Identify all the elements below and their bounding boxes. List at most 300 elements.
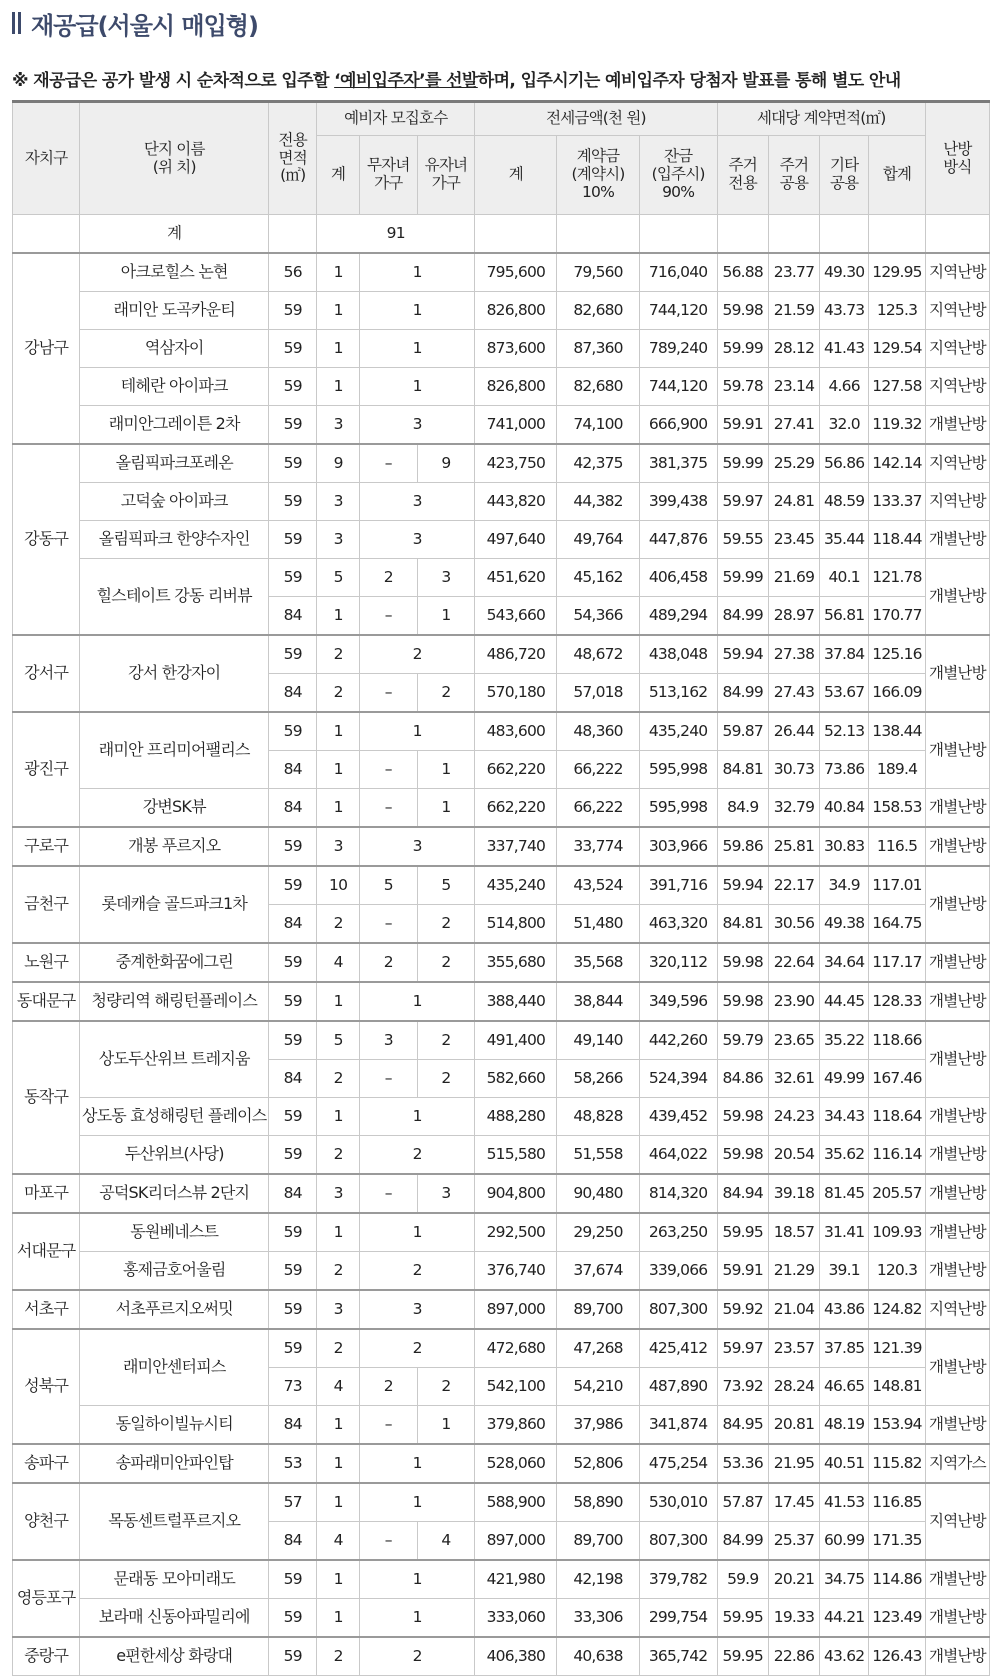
balance-cell: 807,300 bbox=[639, 1522, 717, 1561]
heating-cell: 개별난방 bbox=[925, 712, 989, 789]
other-common-cell: 39.1 bbox=[820, 1252, 869, 1291]
complex-name-cell: 상도동 효성해링턴 플레이스 bbox=[80, 1098, 269, 1136]
recruit-total-cell: 4 bbox=[317, 943, 360, 982]
other-common-cell: 48.19 bbox=[820, 1406, 869, 1445]
contract-cell: 89,700 bbox=[557, 1290, 639, 1329]
area-sum-cell: 109.93 bbox=[869, 1213, 926, 1252]
area-sum-cell: 121.39 bbox=[869, 1329, 926, 1368]
other-common-cell: 48.59 bbox=[820, 483, 869, 521]
res-common-cell: 23.77 bbox=[768, 253, 819, 292]
title-text: 재공급(서울시 매입형) bbox=[31, 11, 258, 40]
area-sum-cell: 121.78 bbox=[869, 559, 926, 597]
contract-cell: 57,018 bbox=[557, 674, 639, 713]
complex-name-cell: 래미안 프리미어팰리스 bbox=[80, 712, 269, 789]
res-exclusive-cell: 59.98 bbox=[717, 292, 768, 330]
recruit-with-child-cell: 1 bbox=[417, 751, 475, 789]
deposit-total-cell: 662,220 bbox=[475, 751, 557, 789]
recruit-merged-cell: 1 bbox=[359, 1213, 474, 1252]
res-exclusive-cell: 59.86 bbox=[717, 827, 768, 866]
other-common-cell: 56.81 bbox=[820, 597, 869, 636]
recruit-no-child-cell: 3 bbox=[359, 1021, 417, 1060]
deposit-total-cell: 423,750 bbox=[475, 444, 557, 483]
recruit-no-child-cell: – bbox=[359, 1406, 417, 1445]
deposit-total-cell: 486,720 bbox=[475, 635, 557, 674]
heating-cell: 지역가스 bbox=[925, 1444, 989, 1483]
res-exclusive-cell: 59.98 bbox=[717, 943, 768, 982]
table-row bbox=[13, 866, 990, 905]
contract-cell: 49,764 bbox=[557, 521, 639, 559]
area-sum-cell: 142.14 bbox=[869, 444, 926, 483]
res-common-cell: 25.81 bbox=[768, 827, 819, 866]
res-exclusive-cell: 59.99 bbox=[717, 330, 768, 368]
area-cell: 59 bbox=[269, 1252, 317, 1291]
recruit-no-child-cell: – bbox=[359, 597, 417, 636]
recruit-with-child-cell: 1 bbox=[417, 597, 475, 636]
res-common-cell: 20.81 bbox=[768, 1406, 819, 1445]
other-common-cell: 30.83 bbox=[820, 827, 869, 866]
complex-name-cell: 두산위브(사당) bbox=[80, 1136, 269, 1175]
complex-name-cell: 래미안센터피스 bbox=[80, 1329, 269, 1406]
balance-cell: 438,048 bbox=[639, 635, 717, 674]
area-sum-cell: 164.75 bbox=[869, 905, 926, 944]
header-recruit: 예비자 모집호수 bbox=[317, 102, 475, 136]
contract-cell: 79,560 bbox=[557, 253, 639, 292]
contract-cell: 48,828 bbox=[557, 1098, 639, 1136]
balance-cell: 447,876 bbox=[639, 521, 717, 559]
total-row-blank bbox=[475, 215, 557, 254]
recruit-total-cell: 1 bbox=[317, 597, 360, 636]
contract-cell: 37,986 bbox=[557, 1406, 639, 1445]
total-row-blank bbox=[269, 215, 317, 254]
heating-cell: 개별난방 bbox=[925, 1560, 989, 1599]
header-with-child: 유자녀 가구 bbox=[417, 136, 475, 215]
complex-name-cell: 청량리역 해링턴플레이스 bbox=[80, 982, 269, 1021]
deposit-total-cell: 570,180 bbox=[475, 674, 557, 713]
res-common-cell: 28.12 bbox=[768, 330, 819, 368]
recruit-no-child-cell: – bbox=[359, 905, 417, 944]
recruit-total-cell: 1 bbox=[317, 330, 360, 368]
recruit-with-child-cell: 2 bbox=[417, 1060, 475, 1098]
header-sum: 합계 bbox=[869, 136, 926, 215]
other-common-cell: 49.30 bbox=[820, 253, 869, 292]
deposit-total-cell: 582,660 bbox=[475, 1060, 557, 1098]
balance-cell: 263,250 bbox=[639, 1213, 717, 1252]
balance-cell: 365,742 bbox=[639, 1637, 717, 1676]
complex-name-cell: 래미안 도곡카운티 bbox=[80, 292, 269, 330]
table-row bbox=[13, 444, 990, 483]
table-row bbox=[13, 1444, 990, 1483]
heating-cell: 개별난방 bbox=[925, 1021, 989, 1098]
complex-name-cell: 상도두산위브 트레지움 bbox=[80, 1021, 269, 1098]
area-sum-cell: 158.53 bbox=[869, 789, 926, 828]
total-row-blank bbox=[869, 215, 926, 254]
balance-cell: 406,458 bbox=[639, 559, 717, 597]
deposit-total-cell: 897,000 bbox=[475, 1522, 557, 1561]
contract-cell: 51,480 bbox=[557, 905, 639, 944]
contract-cell: 35,568 bbox=[557, 943, 639, 982]
recruit-no-child-cell: – bbox=[359, 1174, 417, 1213]
contract-cell: 87,360 bbox=[557, 330, 639, 368]
res-common-cell: 21.69 bbox=[768, 559, 819, 597]
deposit-total-cell: 443,820 bbox=[475, 483, 557, 521]
complex-name-cell: 테헤란 아이파크 bbox=[80, 368, 269, 406]
recruit-with-child-cell: 9 bbox=[417, 444, 475, 483]
balance-cell: 487,890 bbox=[639, 1368, 717, 1406]
balance-cell: 464,022 bbox=[639, 1136, 717, 1175]
area-cell: 59 bbox=[269, 330, 317, 368]
contract-cell: 40,638 bbox=[557, 1637, 639, 1676]
area-sum-cell: 118.64 bbox=[869, 1098, 926, 1136]
recruit-merged-cell: 1 bbox=[359, 253, 474, 292]
deposit-total-cell: 488,280 bbox=[475, 1098, 557, 1136]
balance-cell: 595,998 bbox=[639, 751, 717, 789]
balance-cell: 789,240 bbox=[639, 330, 717, 368]
recruit-merged-cell: 1 bbox=[359, 712, 474, 751]
area-sum-cell: 126.43 bbox=[869, 1637, 926, 1676]
area-cell: 84 bbox=[269, 751, 317, 789]
recruit-total-cell: 3 bbox=[317, 1290, 360, 1329]
complex-name-cell: 개봉 푸르지오 bbox=[80, 827, 269, 866]
recruit-merged-cell: 1 bbox=[359, 1444, 474, 1483]
recruit-no-child-cell: 2 bbox=[359, 1368, 417, 1406]
area-cell: 59 bbox=[269, 943, 317, 982]
res-common-cell: 21.59 bbox=[768, 292, 819, 330]
deposit-total-cell: 514,800 bbox=[475, 905, 557, 944]
res-exclusive-cell: 59.99 bbox=[717, 559, 768, 597]
contract-cell: 82,680 bbox=[557, 292, 639, 330]
area-cell: 59 bbox=[269, 483, 317, 521]
res-exclusive-cell: 59.99 bbox=[717, 444, 768, 483]
recruit-total-cell: 4 bbox=[317, 1368, 360, 1406]
contract-cell: 29,250 bbox=[557, 1213, 639, 1252]
heating-cell: 지역난방 bbox=[925, 1483, 989, 1560]
area-cell: 84 bbox=[269, 1406, 317, 1445]
table-row bbox=[13, 1329, 990, 1368]
contract-cell: 47,268 bbox=[557, 1329, 639, 1368]
heating-cell: 개별난방 bbox=[925, 943, 989, 982]
area-sum-cell: 129.95 bbox=[869, 253, 926, 292]
balance-cell: 379,782 bbox=[639, 1560, 717, 1599]
deposit-total-cell: 333,060 bbox=[475, 1599, 557, 1638]
area-sum-cell: 127.58 bbox=[869, 368, 926, 406]
area-sum-cell: 123.49 bbox=[869, 1599, 926, 1638]
area-cell: 84 bbox=[269, 1174, 317, 1213]
other-common-cell: 40.51 bbox=[820, 1444, 869, 1483]
other-common-cell: 32.0 bbox=[820, 406, 869, 445]
recruit-total-cell: 1 bbox=[317, 1098, 360, 1136]
balance-cell: 391,716 bbox=[639, 866, 717, 905]
recruit-no-child-cell: – bbox=[359, 674, 417, 713]
other-common-cell: 56.86 bbox=[820, 444, 869, 483]
complex-name-cell: 롯데캐슬 골드파크1차 bbox=[80, 866, 269, 943]
res-common-cell: 23.14 bbox=[768, 368, 819, 406]
balance-cell: 439,452 bbox=[639, 1098, 717, 1136]
recruit-total-cell: 1 bbox=[317, 292, 360, 330]
header-contract-area: 세대당 계약면적(㎡) bbox=[717, 102, 925, 136]
area-sum-cell: 117.01 bbox=[869, 866, 926, 905]
table-row bbox=[13, 1252, 990, 1291]
balance-cell: 489,294 bbox=[639, 597, 717, 636]
recruit-merged-cell: 3 bbox=[359, 827, 474, 866]
header-deposit-total: 계 bbox=[475, 136, 557, 215]
header-deposit: 전세금액(천 원) bbox=[475, 102, 717, 136]
recruit-total-cell: 2 bbox=[317, 905, 360, 944]
balance-cell: 299,754 bbox=[639, 1599, 717, 1638]
header-district: 자치구 bbox=[13, 102, 80, 215]
other-common-cell: 43.73 bbox=[820, 292, 869, 330]
recruit-merged-cell: 1 bbox=[359, 330, 474, 368]
table-row bbox=[13, 827, 990, 866]
balance-cell: 814,320 bbox=[639, 1174, 717, 1213]
deposit-total-cell: 542,100 bbox=[475, 1368, 557, 1406]
area-cell: 59 bbox=[269, 1136, 317, 1175]
contract-cell: 52,806 bbox=[557, 1444, 639, 1483]
other-common-cell: 44.45 bbox=[820, 982, 869, 1021]
res-exclusive-cell: 59.97 bbox=[717, 1329, 768, 1368]
res-common-cell: 22.64 bbox=[768, 943, 819, 982]
table-row bbox=[13, 1021, 990, 1060]
res-exclusive-cell: 59.94 bbox=[717, 635, 768, 674]
res-common-cell: 30.73 bbox=[768, 751, 819, 789]
total-row-blank bbox=[925, 215, 989, 254]
complex-name-cell: 목동센트럴푸르지오 bbox=[80, 1483, 269, 1560]
recruit-total-cell: 1 bbox=[317, 712, 360, 751]
deposit-total-cell: 376,740 bbox=[475, 1252, 557, 1291]
contract-cell: 66,222 bbox=[557, 789, 639, 828]
area-cell: 84 bbox=[269, 905, 317, 944]
balance-cell: 666,900 bbox=[639, 406, 717, 445]
heating-cell: 지역난방 bbox=[925, 368, 989, 406]
contract-cell: 90,480 bbox=[557, 1174, 639, 1213]
other-common-cell: 34.43 bbox=[820, 1098, 869, 1136]
balance-cell: 744,120 bbox=[639, 368, 717, 406]
area-cell: 59 bbox=[269, 1021, 317, 1060]
recruit-total-cell: 2 bbox=[317, 1252, 360, 1291]
heating-cell: 개별난방 bbox=[925, 559, 989, 636]
contract-cell: 66,222 bbox=[557, 751, 639, 789]
complex-name-cell: 문래동 모아미래도 bbox=[80, 1560, 269, 1599]
area-cell: 59 bbox=[269, 1290, 317, 1329]
area-cell: 59 bbox=[269, 1560, 317, 1599]
area-cell: 59 bbox=[269, 827, 317, 866]
other-common-cell: 52.13 bbox=[820, 712, 869, 751]
complex-name-cell: 중계한화꿈에그린 bbox=[80, 943, 269, 982]
deposit-total-cell: 795,600 bbox=[475, 253, 557, 292]
table-row bbox=[13, 1098, 990, 1136]
complex-name-cell: 아크로힐스 논현 bbox=[80, 253, 269, 292]
recruit-merged-cell: 2 bbox=[359, 1637, 474, 1676]
heating-cell: 개별난방 bbox=[925, 1213, 989, 1252]
recruit-merged-cell: 1 bbox=[359, 1560, 474, 1599]
area-cell: 59 bbox=[269, 982, 317, 1021]
heating-cell: 개별난방 bbox=[925, 1136, 989, 1175]
total-row-count: 91 bbox=[317, 215, 475, 254]
area-cell: 53 bbox=[269, 1444, 317, 1483]
heating-cell: 개별난방 bbox=[925, 789, 989, 828]
heating-cell: 지역난방 bbox=[925, 483, 989, 521]
other-common-cell: 49.99 bbox=[820, 1060, 869, 1098]
area-sum-cell: 189.4 bbox=[869, 751, 926, 789]
area-sum-cell: 167.46 bbox=[869, 1060, 926, 1098]
res-common-cell: 28.97 bbox=[768, 597, 819, 636]
recruit-merged-cell: 3 bbox=[359, 521, 474, 559]
balance-cell: 475,254 bbox=[639, 1444, 717, 1483]
header-other-common: 기타 공용 bbox=[820, 136, 869, 215]
res-exclusive-cell: 73.92 bbox=[717, 1368, 768, 1406]
table-row bbox=[13, 943, 990, 982]
district-cell: 구로구 bbox=[13, 827, 80, 866]
recruit-total-cell: 10 bbox=[317, 866, 360, 905]
district-cell: 서대문구 bbox=[13, 1213, 80, 1290]
deposit-total-cell: 826,800 bbox=[475, 368, 557, 406]
contract-cell: 37,674 bbox=[557, 1252, 639, 1291]
deposit-total-cell: 515,580 bbox=[475, 1136, 557, 1175]
res-common-cell: 19.33 bbox=[768, 1599, 819, 1638]
district-cell: 영등포구 bbox=[13, 1560, 80, 1637]
other-common-cell: 43.62 bbox=[820, 1637, 869, 1676]
area-cell: 59 bbox=[269, 1599, 317, 1638]
notice-text bbox=[12, 66, 901, 91]
recruit-no-child-cell: – bbox=[359, 1060, 417, 1098]
heating-cell: 개별난방 bbox=[925, 635, 989, 712]
table-row bbox=[13, 1290, 990, 1329]
other-common-cell: 46.65 bbox=[820, 1368, 869, 1406]
table-row bbox=[13, 521, 990, 559]
area-sum-cell: 138.44 bbox=[869, 712, 926, 751]
heating-cell: 개별난방 bbox=[925, 1406, 989, 1445]
res-exclusive-cell: 59.98 bbox=[717, 1098, 768, 1136]
res-exclusive-cell: 59.91 bbox=[717, 406, 768, 445]
recruit-merged-cell: 3 bbox=[359, 406, 474, 445]
recruit-total-cell: 9 bbox=[317, 444, 360, 483]
res-common-cell: 32.61 bbox=[768, 1060, 819, 1098]
res-common-cell: 25.37 bbox=[768, 1522, 819, 1561]
recruit-merged-cell: 3 bbox=[359, 1290, 474, 1329]
area-sum-cell: 125.16 bbox=[869, 635, 926, 674]
recruit-total-cell: 5 bbox=[317, 559, 360, 597]
res-common-cell: 24.81 bbox=[768, 483, 819, 521]
res-exclusive-cell: 53.36 bbox=[717, 1444, 768, 1483]
recruit-total-cell: 2 bbox=[317, 635, 360, 674]
recruit-total-cell: 1 bbox=[317, 751, 360, 789]
total-row-blank bbox=[717, 215, 768, 254]
area-cell: 59 bbox=[269, 444, 317, 483]
recruit-no-child-cell: 5 bbox=[359, 866, 417, 905]
notice-suffix: 하며, 입주시기는 예비입주자 당첨자 발표를 통해 별도 안내 bbox=[477, 71, 901, 91]
res-common-cell: 25.29 bbox=[768, 444, 819, 483]
contract-cell: 49,140 bbox=[557, 1021, 639, 1060]
other-common-cell: 37.84 bbox=[820, 635, 869, 674]
recruit-total-cell: 3 bbox=[317, 521, 360, 559]
other-common-cell: 44.21 bbox=[820, 1599, 869, 1638]
recruit-no-child-cell: – bbox=[359, 789, 417, 828]
header-heating: 난방 방식 bbox=[925, 102, 989, 215]
res-common-cell: 22.86 bbox=[768, 1637, 819, 1676]
district-cell: 광진구 bbox=[13, 712, 80, 827]
recruit-with-child-cell: 3 bbox=[417, 1174, 475, 1213]
deposit-total-cell: 826,800 bbox=[475, 292, 557, 330]
table-row bbox=[13, 292, 990, 330]
contract-cell: 48,360 bbox=[557, 712, 639, 751]
district-cell: 강동구 bbox=[13, 444, 80, 635]
other-common-cell: 60.99 bbox=[820, 1522, 869, 1561]
deposit-total-cell: 435,240 bbox=[475, 866, 557, 905]
other-common-cell: 34.64 bbox=[820, 943, 869, 982]
contract-cell: 33,774 bbox=[557, 827, 639, 866]
area-cell: 59 bbox=[269, 866, 317, 905]
deposit-total-cell: 337,740 bbox=[475, 827, 557, 866]
res-common-cell: 21.04 bbox=[768, 1290, 819, 1329]
heating-cell: 지역난방 bbox=[925, 330, 989, 368]
complex-name-cell: 보라매 신동아파밀리에 bbox=[80, 1599, 269, 1638]
recruit-with-child-cell: 2 bbox=[417, 1368, 475, 1406]
header-contract: 계약금 (계약시) 10% bbox=[557, 136, 639, 215]
other-common-cell: 35.44 bbox=[820, 521, 869, 559]
other-common-cell: 31.41 bbox=[820, 1213, 869, 1252]
res-exclusive-cell: 84.99 bbox=[717, 597, 768, 636]
recruit-total-cell: 2 bbox=[317, 1329, 360, 1368]
header-res-exclusive: 주거 전용 bbox=[717, 136, 768, 215]
res-common-cell: 23.65 bbox=[768, 1021, 819, 1060]
total-row-label: 계 bbox=[80, 215, 269, 254]
recruit-merged-cell: 1 bbox=[359, 982, 474, 1021]
deposit-total-cell: 421,980 bbox=[475, 1560, 557, 1599]
recruit-total-cell: 4 bbox=[317, 1522, 360, 1561]
deposit-total-cell: 451,620 bbox=[475, 559, 557, 597]
area-cell: 59 bbox=[269, 1329, 317, 1368]
recruit-total-cell: 3 bbox=[317, 1174, 360, 1213]
area-cell: 59 bbox=[269, 712, 317, 751]
recruit-total-cell: 1 bbox=[317, 1444, 360, 1483]
area-sum-cell: 125.3 bbox=[869, 292, 926, 330]
area-cell: 84 bbox=[269, 674, 317, 713]
table-row bbox=[13, 483, 990, 521]
deposit-total-cell: 497,640 bbox=[475, 521, 557, 559]
balance-cell: 435,240 bbox=[639, 712, 717, 751]
deposit-total-cell: 588,900 bbox=[475, 1483, 557, 1522]
res-exclusive-cell: 84.94 bbox=[717, 1174, 768, 1213]
balance-cell: 513,162 bbox=[639, 674, 717, 713]
res-exclusive-cell: 59.79 bbox=[717, 1021, 768, 1060]
recruit-total-cell: 1 bbox=[317, 1406, 360, 1445]
heating-cell: 개별난방 bbox=[925, 1252, 989, 1291]
other-common-cell: 35.62 bbox=[820, 1136, 869, 1175]
heating-cell: 개별난방 bbox=[925, 1637, 989, 1676]
heating-cell: 개별난방 bbox=[925, 521, 989, 559]
complex-name-cell: 강서 한강자이 bbox=[80, 635, 269, 712]
table-row bbox=[13, 368, 990, 406]
deposit-total-cell: 528,060 bbox=[475, 1444, 557, 1483]
district-cell: 강남구 bbox=[13, 253, 80, 444]
heating-cell: 지역난방 bbox=[925, 292, 989, 330]
res-exclusive-cell: 84.86 bbox=[717, 1060, 768, 1098]
area-sum-cell: 118.44 bbox=[869, 521, 926, 559]
complex-name-cell: e편한세상 화랑대 bbox=[80, 1637, 269, 1676]
heating-cell: 개별난방 bbox=[925, 406, 989, 445]
header-recruit-total: 계 bbox=[317, 136, 360, 215]
balance-cell: 530,010 bbox=[639, 1483, 717, 1522]
contract-cell: 48,672 bbox=[557, 635, 639, 674]
other-common-cell: 4.66 bbox=[820, 368, 869, 406]
area-cell: 59 bbox=[269, 635, 317, 674]
table-row bbox=[13, 1560, 990, 1599]
contract-cell: 42,198 bbox=[557, 1560, 639, 1599]
contract-cell: 44,382 bbox=[557, 483, 639, 521]
balance-cell: 320,112 bbox=[639, 943, 717, 982]
deposit-total-cell: 662,220 bbox=[475, 789, 557, 828]
area-cell: 59 bbox=[269, 1637, 317, 1676]
table-row bbox=[13, 1599, 990, 1638]
